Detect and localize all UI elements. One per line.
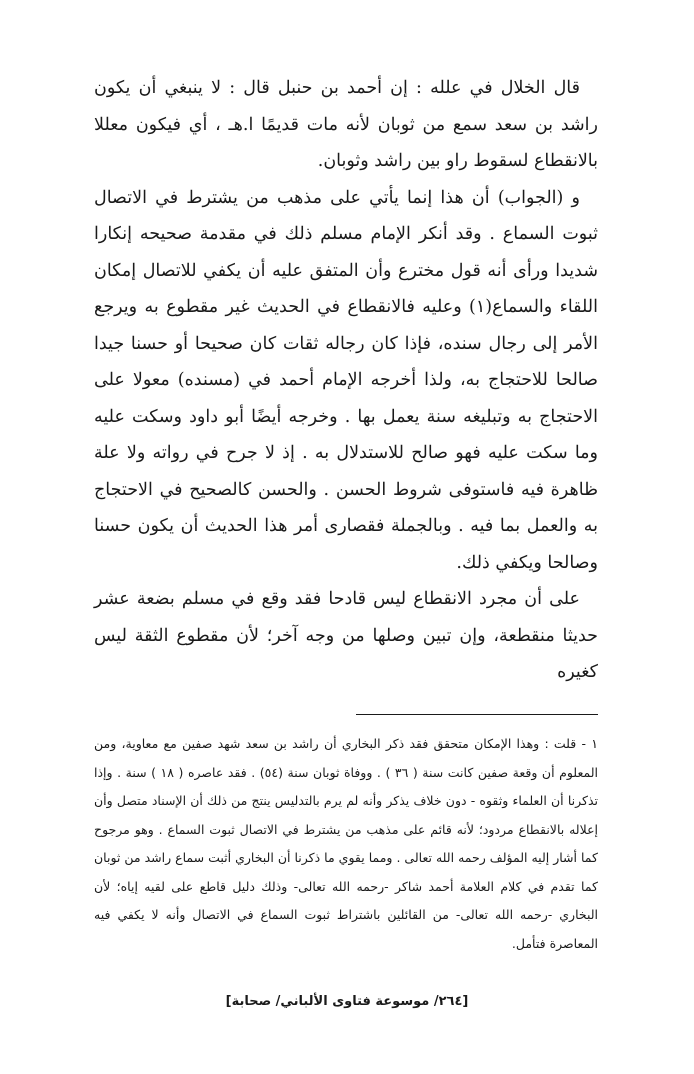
- main-text: [94, 70, 598, 691]
- footnote: [94, 730, 598, 958]
- paragraph-3: على أن مجرد الانقطاع ليس قادحا فقد وقع في مسلم بضعة عشر حديثا منقطعة، وإن تبين وصلها من وجه آخر؛ لأن مقطوع الثقة ليس كغيره: [94, 589, 598, 682]
- footnote-divider: [356, 714, 598, 715]
- page-footer: [٢٦٤/ موسوعة فتاوى الألباني/ صحابة]: [225, 994, 469, 1009]
- paragraph-1: قال الخلال في علله : إن أحمد بن حنبل قال : لا ينبغي أن يكون راشد بن سعد سمع من ثوبان لأنه مات قديمًا ا.هـ ، أي فيكون معللا بالانقطاع لسقوط راو بين راشد وثوبان.: [94, 78, 598, 171]
- footnote-text: ١ - قلت : وهذا الإمكان متحقق فقد ذكر البخاري أن راشد بن سعد شهد صفين مع معاوية، ومن المعلوم أن وقعة صفين كانت سنة ( ٣٦ ) . ووفاة ثوبان سنة (٥٤) . فقد عاصره ( ١٨ ) سنة . وإذا تذكرنا أن العلماء وثقوه - دون خلاف يذكر وأنه لم يرم بالتدليس ينتج من ذلك أن الإسناد متصل وأن إعلاله بالانقطاع مردود؛ لأنه قائم على مذهب من يشترط في الاتصال ثبوت السماع . وهو مرجوح كما أشار إليه المؤلف رحمه الله تعالى . ومما يقوي ما ذكرنا أن البخاري أثبت سماع راشد من ثوبان كما تقدم في كلام العلامة أحمد شاكر -رحمه الله تعالى- وذلك دليل قاطع على لقيه إياه؛ لأن البخاري -رحمه الله تعالى- من القائلين باشتراط ثبوت السماع في الاتصال وأنه لا يكفي فيه المعاصرة فتأمل.: [94, 736, 598, 951]
- paragraph-2: و (الجواب) أن هذا إنما يأتي على مذهب من يشترط في الاتصال ثبوت السماع . وقد أنكر الإمام مسلم ذلك في مقدمة صحيحه إنكارا شديدا ورأى أنه قول مخترع وأن المتفق عليه أن يكفي للاتصال إمكان اللقاء والسماع(١) وعليه فالانقطاع في الحديث غير مقطوع به ويرجع الأمر إلى رجال سنده، فإذا كان رجاله ثقات كان صحيحا أو حسنا جيدا صالحا للاحتجاج به، ولذا أخرجه الإمام أحمد في (مسنده) معولا على الاحتجاج به وتبليغه سنة يعمل بها . وخرجه أيضًا أبو داود وسكت عليه وما سكت عليه فهو صالح للاستدلال به . إذ لا جرح في رواته ولا علة ظاهرة فيه فاستوفى شروط الحسن . والحسن كالصحيح في الاحتجاج به والعمل بما فيه . وبالجملة فقصارى أمر هذا الحديث أن يكون حسنا وصالحا ويكفي ذلك.: [94, 187, 598, 573]
